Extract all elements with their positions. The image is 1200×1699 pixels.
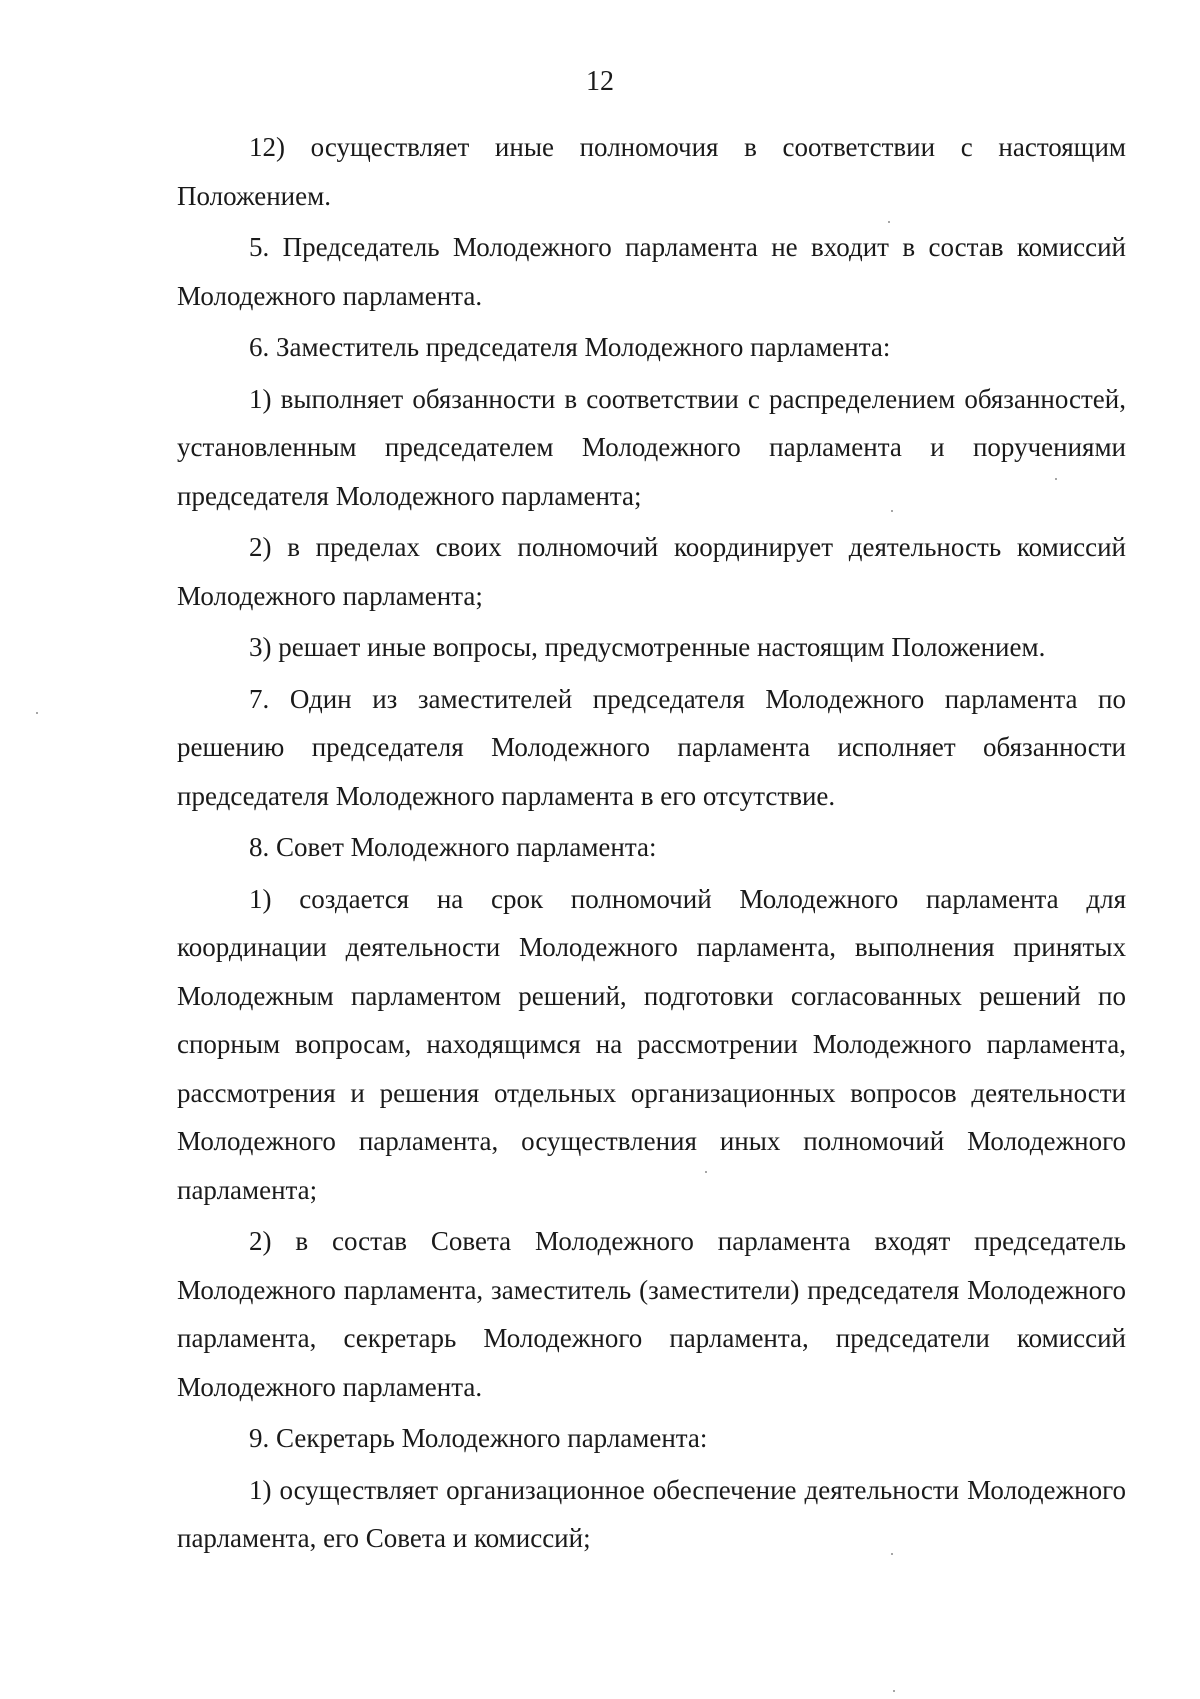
paragraph-section-8-item-2: 2) в состав Совета Молодежного парламента входят председатель Молодежного парламента, заместитель (заместители) председателя Молодежного парламента, секретарь Молодежного парламента, председатели комиссий Молодежного парламента. bbox=[177, 1226, 1126, 1402]
scan-speck bbox=[705, 1171, 707, 1173]
paragraph-section-9: 9. Секретарь Молодежного парламента: bbox=[249, 1423, 708, 1453]
scan-speck bbox=[891, 1553, 893, 1555]
page-number: 12 bbox=[586, 66, 614, 97]
paragraph-section-8: 8. Совет Молодежного парламента: bbox=[249, 832, 657, 862]
paragraph-section-7: 7. Один из заместителей председателя Молодежного парламента по решению председателя Молодежного парламента исполняет обязанности председателя Молодежного парламента в его отсутствие. bbox=[177, 683, 1126, 811]
paragraph-section-8-item-1: 1) создается на срок полномочий Молодежного парламента для координации деятельности Молодежного парламента, выполнения принятых Молодежным парламентом решений, подготовки согласованных решений по спорным вопросам, находящимся на рассмотрении Молодежного парламента, рассмотрения и решения отдельных организационных вопросов деятельности Молодежного парламента, осуществления иных полномочий Молодежного парламента; bbox=[177, 883, 1126, 1205]
paragraph-section-6-item-2: 2) в пределах своих полномочий координирует деятельность комиссий Молодежного парламента; bbox=[177, 532, 1126, 611]
scan-speck bbox=[893, 1690, 895, 1692]
scan-speck bbox=[888, 221, 890, 223]
scan-speck bbox=[36, 712, 38, 714]
paragraph-section-6-item-1: 1) выполняет обязанности в соответствии с распределением обязанностей, установленным председателем Молодежного парламента и поручениями председателя Молодежного парламента; bbox=[177, 383, 1126, 511]
paragraph-section-5: 5. Председатель Молодежного парламента не входит в состав комиссий Молодежного парламента. bbox=[177, 232, 1126, 311]
paragraph-item-12: 12) осуществляет иные полномочия в соответствии с настоящим Положением. bbox=[177, 132, 1126, 211]
paragraph-section-6: 6. Заместитель председателя Молодежного парламента: bbox=[249, 332, 891, 362]
paragraph-section-6-item-3: 3) решает иные вопросы, предусмотренные настоящим Положением. bbox=[249, 632, 1046, 662]
document-body bbox=[177, 123, 1126, 1566]
scan-speck bbox=[891, 510, 893, 512]
paragraph-section-9-item-1: 1) осуществляет организационное обеспечение деятельности Молодежного парламента, его Совета и комиссий; bbox=[177, 1474, 1126, 1553]
scan-speck bbox=[1055, 478, 1057, 480]
